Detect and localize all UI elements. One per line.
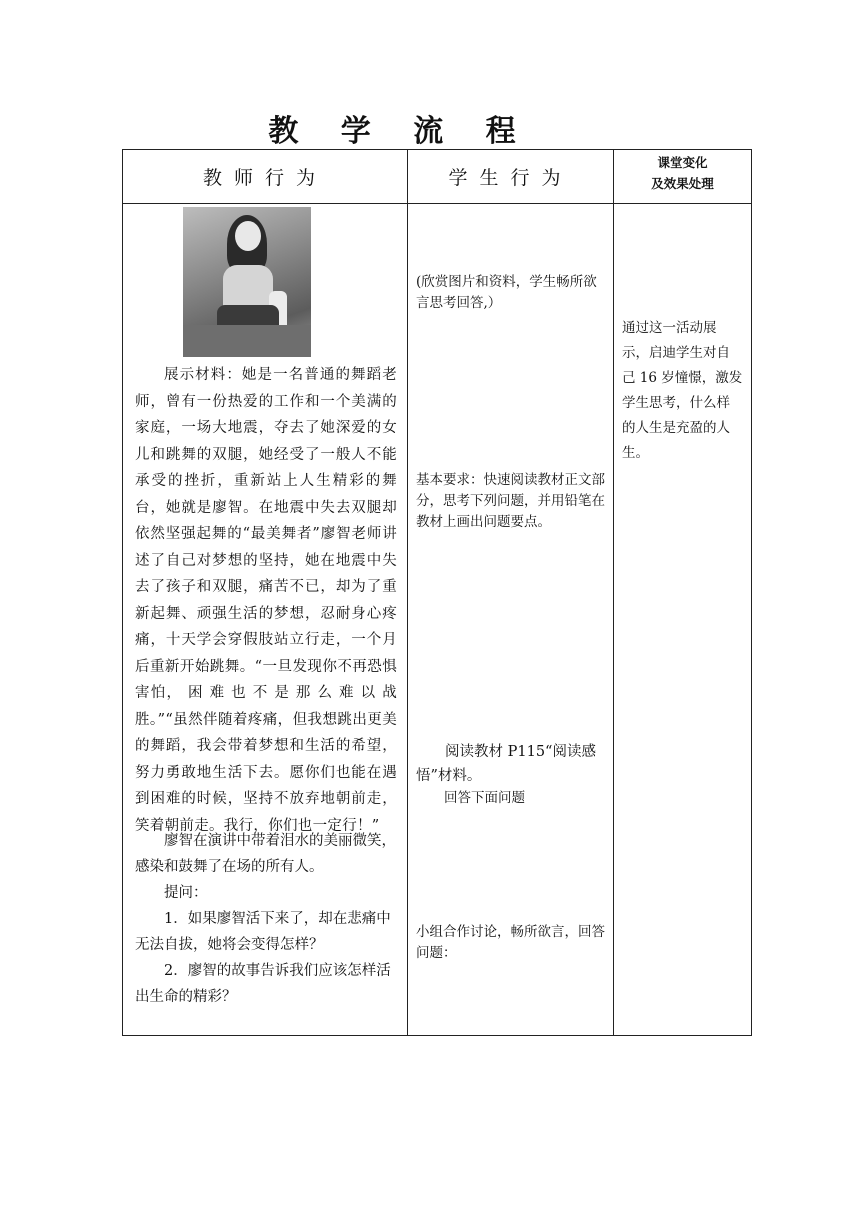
effect-note: 通过这一活动展示，启迪学生对自己 16 岁憧憬，激发学生思考，什么样的人生是充盈的人生。 — [622, 320, 743, 461]
ask-label: 提问： — [164, 885, 208, 901]
teaching-flow-table — [122, 149, 752, 1036]
material-paragraph: 展示材料：她是一名普通的舞蹈老师，曾有一份热爱的工作和一个美满的家庭，一场大地震，夺去了她深爱的女儿和跳舞的双腿，她经受了一般人不能承受的挫折，重新站上人生精彩的舞台，她就是廖智。在地震中失去双腿却依然坚强起舞的“最美舞者”廖智老师讲述了自己对梦想的坚持，她在地震中失去了孩子和双腿，痛苦不已，却为了重新起舞、顽强生活的梦想，忍耐身心疼痛，十天学会穿假肢站立行走，一个月后重新开始跳舞。“一旦发现你不再恐惧害怕， 困 难 也 不 是 那 么 难 以 战 胜。”“虽然伴随着疼痛，但我想跳出更美的舞蹈，我会带着梦想和生活的希望，努力勇敢地生活下去。愿你们也能在遇到困难的时候，坚持不放弃地朝前走，笑着朝前走。我行，你们也一定行！” — [135, 367, 397, 834]
header-effect-line2: 及效果处理 — [651, 176, 714, 191]
student-cell — [408, 204, 614, 1036]
header-row — [123, 150, 752, 204]
material-text — [135, 362, 397, 839]
student-note-5: 小组合作讨论，畅所欲言，回答问题： — [416, 924, 605, 961]
student-note-1: (欣赏图片和资料，学生畅所欲言思考回答,） — [416, 274, 597, 311]
page-title: 教 学 流 程 — [268, 114, 532, 149]
content-row — [123, 204, 752, 1036]
header-teacher: 教师行为 — [123, 150, 408, 204]
student-note-2: 基本要求：快速阅读教材正文部分，思考下列问题，并用铅笔在教材上画出问题要点。 — [416, 472, 605, 530]
question-1: 1．如果廖智活下来了，却在悲痛中无法自拔，她将会变得怎样？ — [135, 911, 391, 953]
effect-cell — [614, 204, 752, 1036]
question-block — [135, 828, 397, 1010]
header-effect-line1: 课堂变化 — [657, 155, 708, 170]
dancer-photo — [183, 207, 311, 357]
student-note-3: 阅读教材 P115“阅读感悟”材料。 — [416, 744, 596, 784]
teacher-cell — [123, 204, 408, 1036]
question-2: 2．廖智的故事告诉我们应该怎样活出生命的精彩？ — [135, 963, 391, 1005]
header-student: 学生行为 — [408, 150, 614, 204]
header-effect — [614, 150, 752, 204]
smile-paragraph: 廖智在演讲中带着泪水的美丽微笑，感染和鼓舞了在场的所有人。 — [135, 833, 396, 875]
student-note-4: 回答下面问题 — [444, 790, 525, 806]
